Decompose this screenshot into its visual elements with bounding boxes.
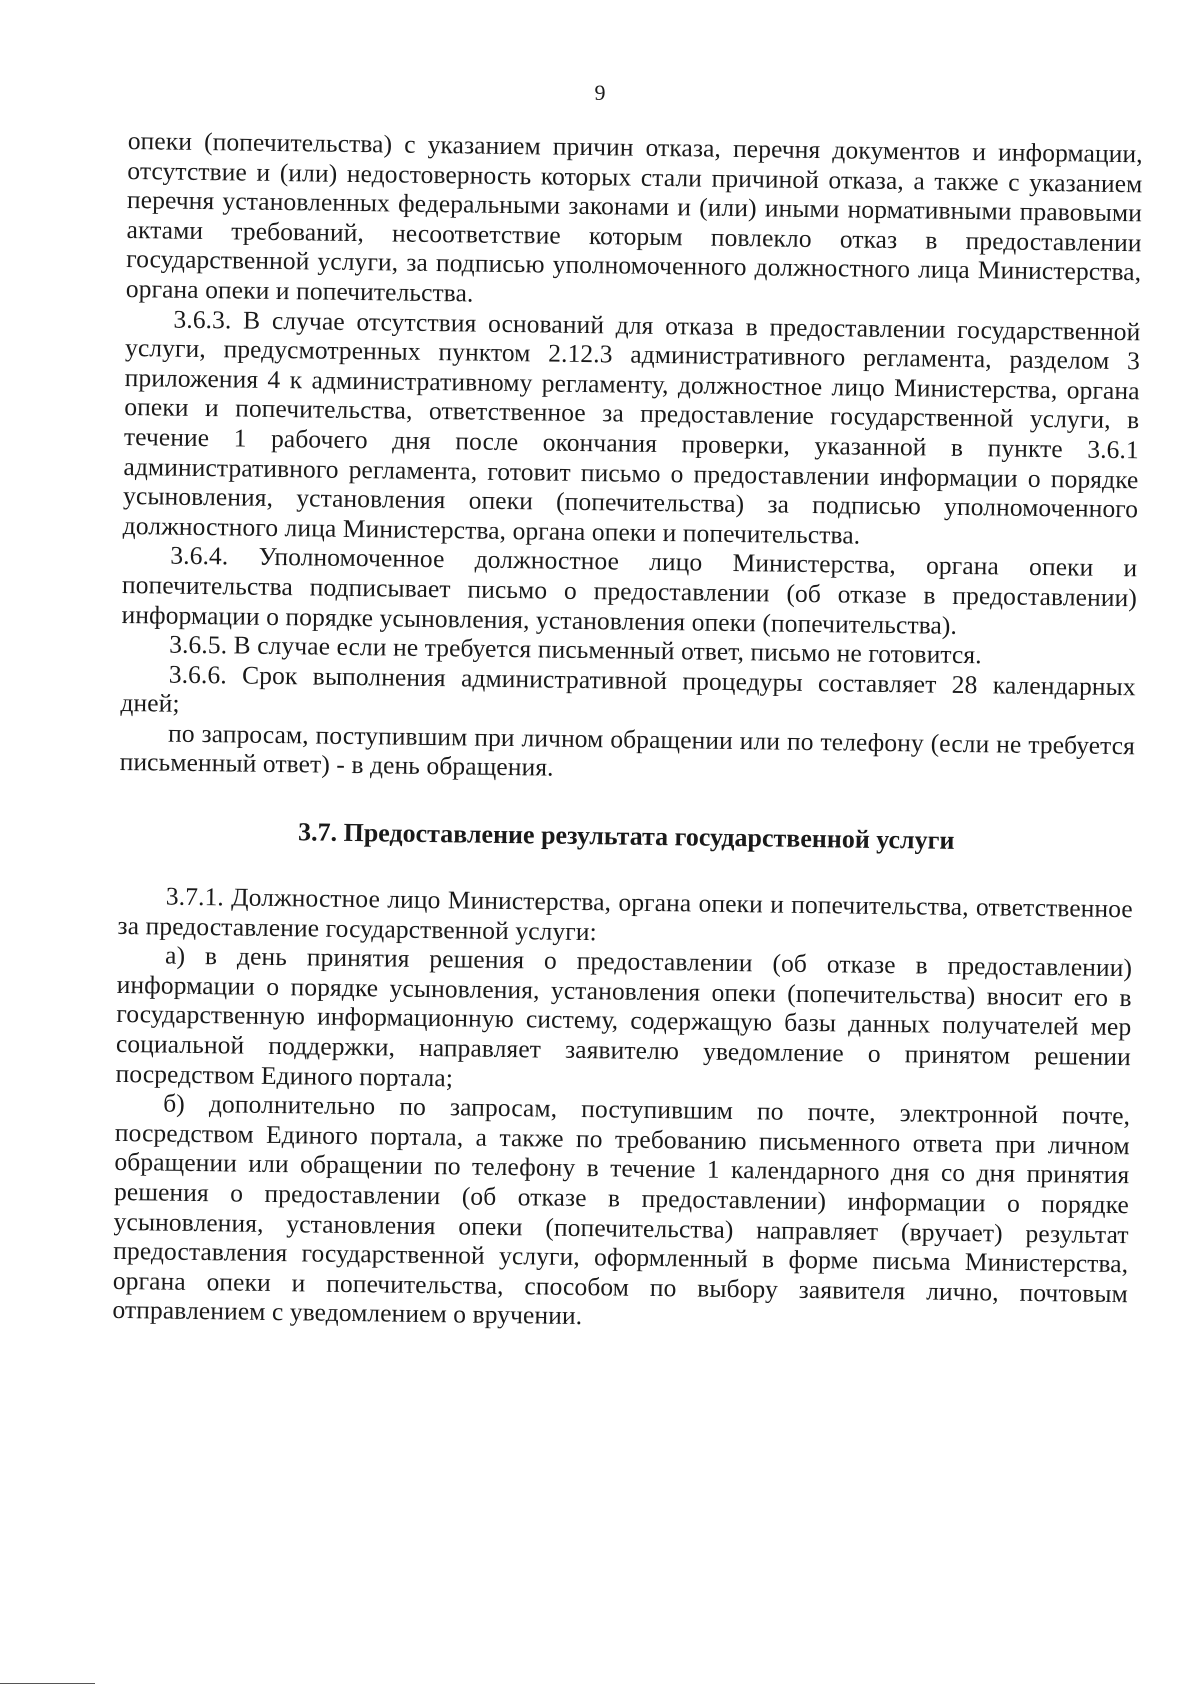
paragraph: 3.6.3. В случае отсутствия оснований для отказа в предоставлении государственной услуги, предусмотренных пунктом 2.12.3 административного регламента, разделом 3 приложения 4 к административному регламенту, должностное лицо Министерства, органа опеки и попечительства, ответственное за предоставление государственной услуги, в течение 1 рабочего дня после окончания проверки, указанной в пункте 3.6.1 административного регламента, готовит письмо о предоставлении информации о порядке усыновления, установления опеки (попечительства) за подписью уполномоченного должностного лица Министерства, органа опеки и попечительства. <box>122 304 1141 550</box>
paragraph: по запросам, поступившим при личном обращении или по телефону (если не требуется письменный ответ) - в день обращения. <box>119 718 1136 783</box>
scan-edge-mark <box>0 1683 95 1684</box>
section-heading: 3.7. Предоставление результата государственной услуги <box>297 817 955 855</box>
paragraph: 3.7.1. Должностное лицо Министерства, органа опеки и попечительства, ответственное за предоставление государственной услуги: <box>117 881 1134 946</box>
paragraph: б) дополнительно по запросам, поступившим по почте, электронной почте, посредством Единого портала, а также по требованию письменного ответа при личном обращении или обращении по телефону в течение 1 календарного дня со дня принятия решения о предоставлении (об отказе в предоставлении) информации о порядке усыновления, установления опеки (попечительства) направляет (вручает) результат предоставления государственной услуги, оформленный в форме письма Министерства, органа опеки и попечительства, способом по выбору заявителя лично, почтовым отправлением с уведомлением о вручении. <box>112 1088 1131 1331</box>
page-number: 9 <box>594 80 606 105</box>
paragraph: 3.6.5. В случае если не требуется письменный ответ, письмо не готовится. <box>169 629 982 670</box>
paragraph: 3.6.6. Срок выполнения административной процедуры составляет 28 календарных дней; <box>120 659 1136 719</box>
paragraph: а) в день принятия решения о предоставлении (об отказе в предоставлении) информации о порядке усыновления, установления опеки (попечительства) вносит его в государственную информационную систему, содержащую базы данных получателей мер социальной поддержки, направляет заявителю уведомление о принятом решении посредством Единого портала; <box>115 940 1133 1092</box>
paragraph: 3.6.4. Уполномоченное должностное лицо Министерства, органа опеки и попечительства подписывает письмо о предоставлении (об отказе в предоставлении) информации о порядке усыновления, установления опеки (попечительства). <box>121 540 1138 640</box>
paragraph: опеки (попечительства) с указанием причин отказа, перечня документов и информации, отсутствие и (или) недостоверность которых стали причиной отказа, а также с указанием перечня установленных федеральными законами и (или) иными нормативными правовыми актами требований, несоответствие которым повлекло отказ в предоставлении государственной услуги, за подписью уполномоченного должностного лица Министерства, органа опеки и попечительства. <box>125 126 1143 308</box>
document-body <box>112 126 1143 1338</box>
